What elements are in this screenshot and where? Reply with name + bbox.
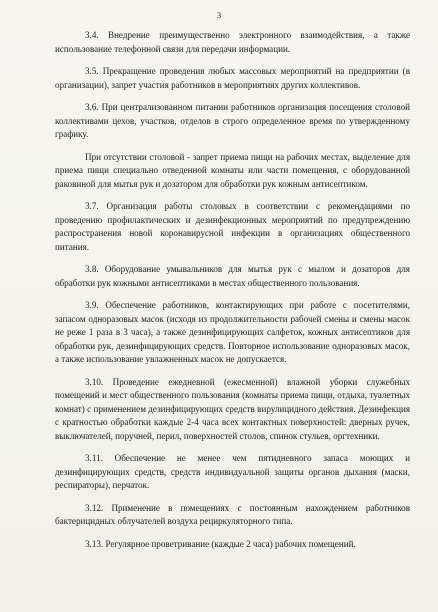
paragraph-3-6: 3.6. При централизованном питании работников организация посещения столовой коллективами цехов, участков, отделов в строго определенное время по утвержденному графику. — [55, 102, 410, 139]
paragraph-3-5: 3.5. Прекращение проведения любых массовых мероприятий на предприятии (в организации), запрет участия работников в мероприятиях других коллективов. — [55, 66, 410, 90]
paragraph-3-7: 3.7. Организация работы столовых в соответствии с рекомендациями по проведению профилактических и дезинфекционных мероприятий по предупреждению распространения новой коронавирусной инфекции в организациях общественного питания. — [55, 201, 410, 252]
paragraph-3-8: 3.8. Оборудование умывальников для мытья рук с мылом и дозаторов для обработки рук кожными антисептиками в местах общественного пользования. — [55, 264, 410, 288]
paragraph-3-4: 3.4. Внедрение преимущественно электронного взаимодействия, а также использование телефонной связи для передачи информации. — [55, 30, 410, 54]
paragraph-3-12: 3.12. Применение в помещениях с постоянным нахождением работников бактерицидных облучателей воздуха рециркуляторного типа. — [55, 502, 410, 526]
paragraph-3-10: 3.10. Проведение ежедневной (ежесменной) влажной уборки служебных помещений и мест общественного пользования (комнаты приема пищи, отдыха, туалетных комнат) с применением дезинфицирующих средств вирулицидного действия. Дезинфекция с кратностью обработки каждые 2-4 часа всех контактных поверхностей: дверных ручек, выключателей, поручней, перил, поверхностей столов, спинок стульев, оргтехники. — [55, 376, 410, 441]
paragraph-3-11: 3.11. Обеспечение не менее чем пятидневного запаса моющих и дезинфицирующих средств, средств индивидуальной защиты органов дыхания (маски, респираторы), перчаток. — [55, 453, 410, 490]
paragraph-3-9: 3.9. Обеспечение работников, контактирующих при работе с посетителями, запасом одноразовых масок (исходя из продолжительности рабочей смены и смены масок не реже 1 раза в 3 часа), а также дезинфицирующих салфеток, кожных антисептиков для обработки рук, дезинфицирующих средств. Повторное использование одноразовых масок, а также использование увлажненных масок не допускается. — [55, 300, 410, 364]
paragraph-3-13: 3.13. Регулярное проветривание (каждые 2 часа) рабочих помещений. — [85, 538, 356, 549]
paragraph-no-canteen: При отсутствии столовой - запрет приема пищи на рабочих местах, выделение для приема пищи специально отведенной комнаты или части помещения, с оборудованной раковиной для мытья рук и дозатором для обработки рук кожным антисептиком. — [55, 151, 410, 189]
page-number: 3 — [216, 10, 222, 20]
document-body — [55, 29, 410, 560]
